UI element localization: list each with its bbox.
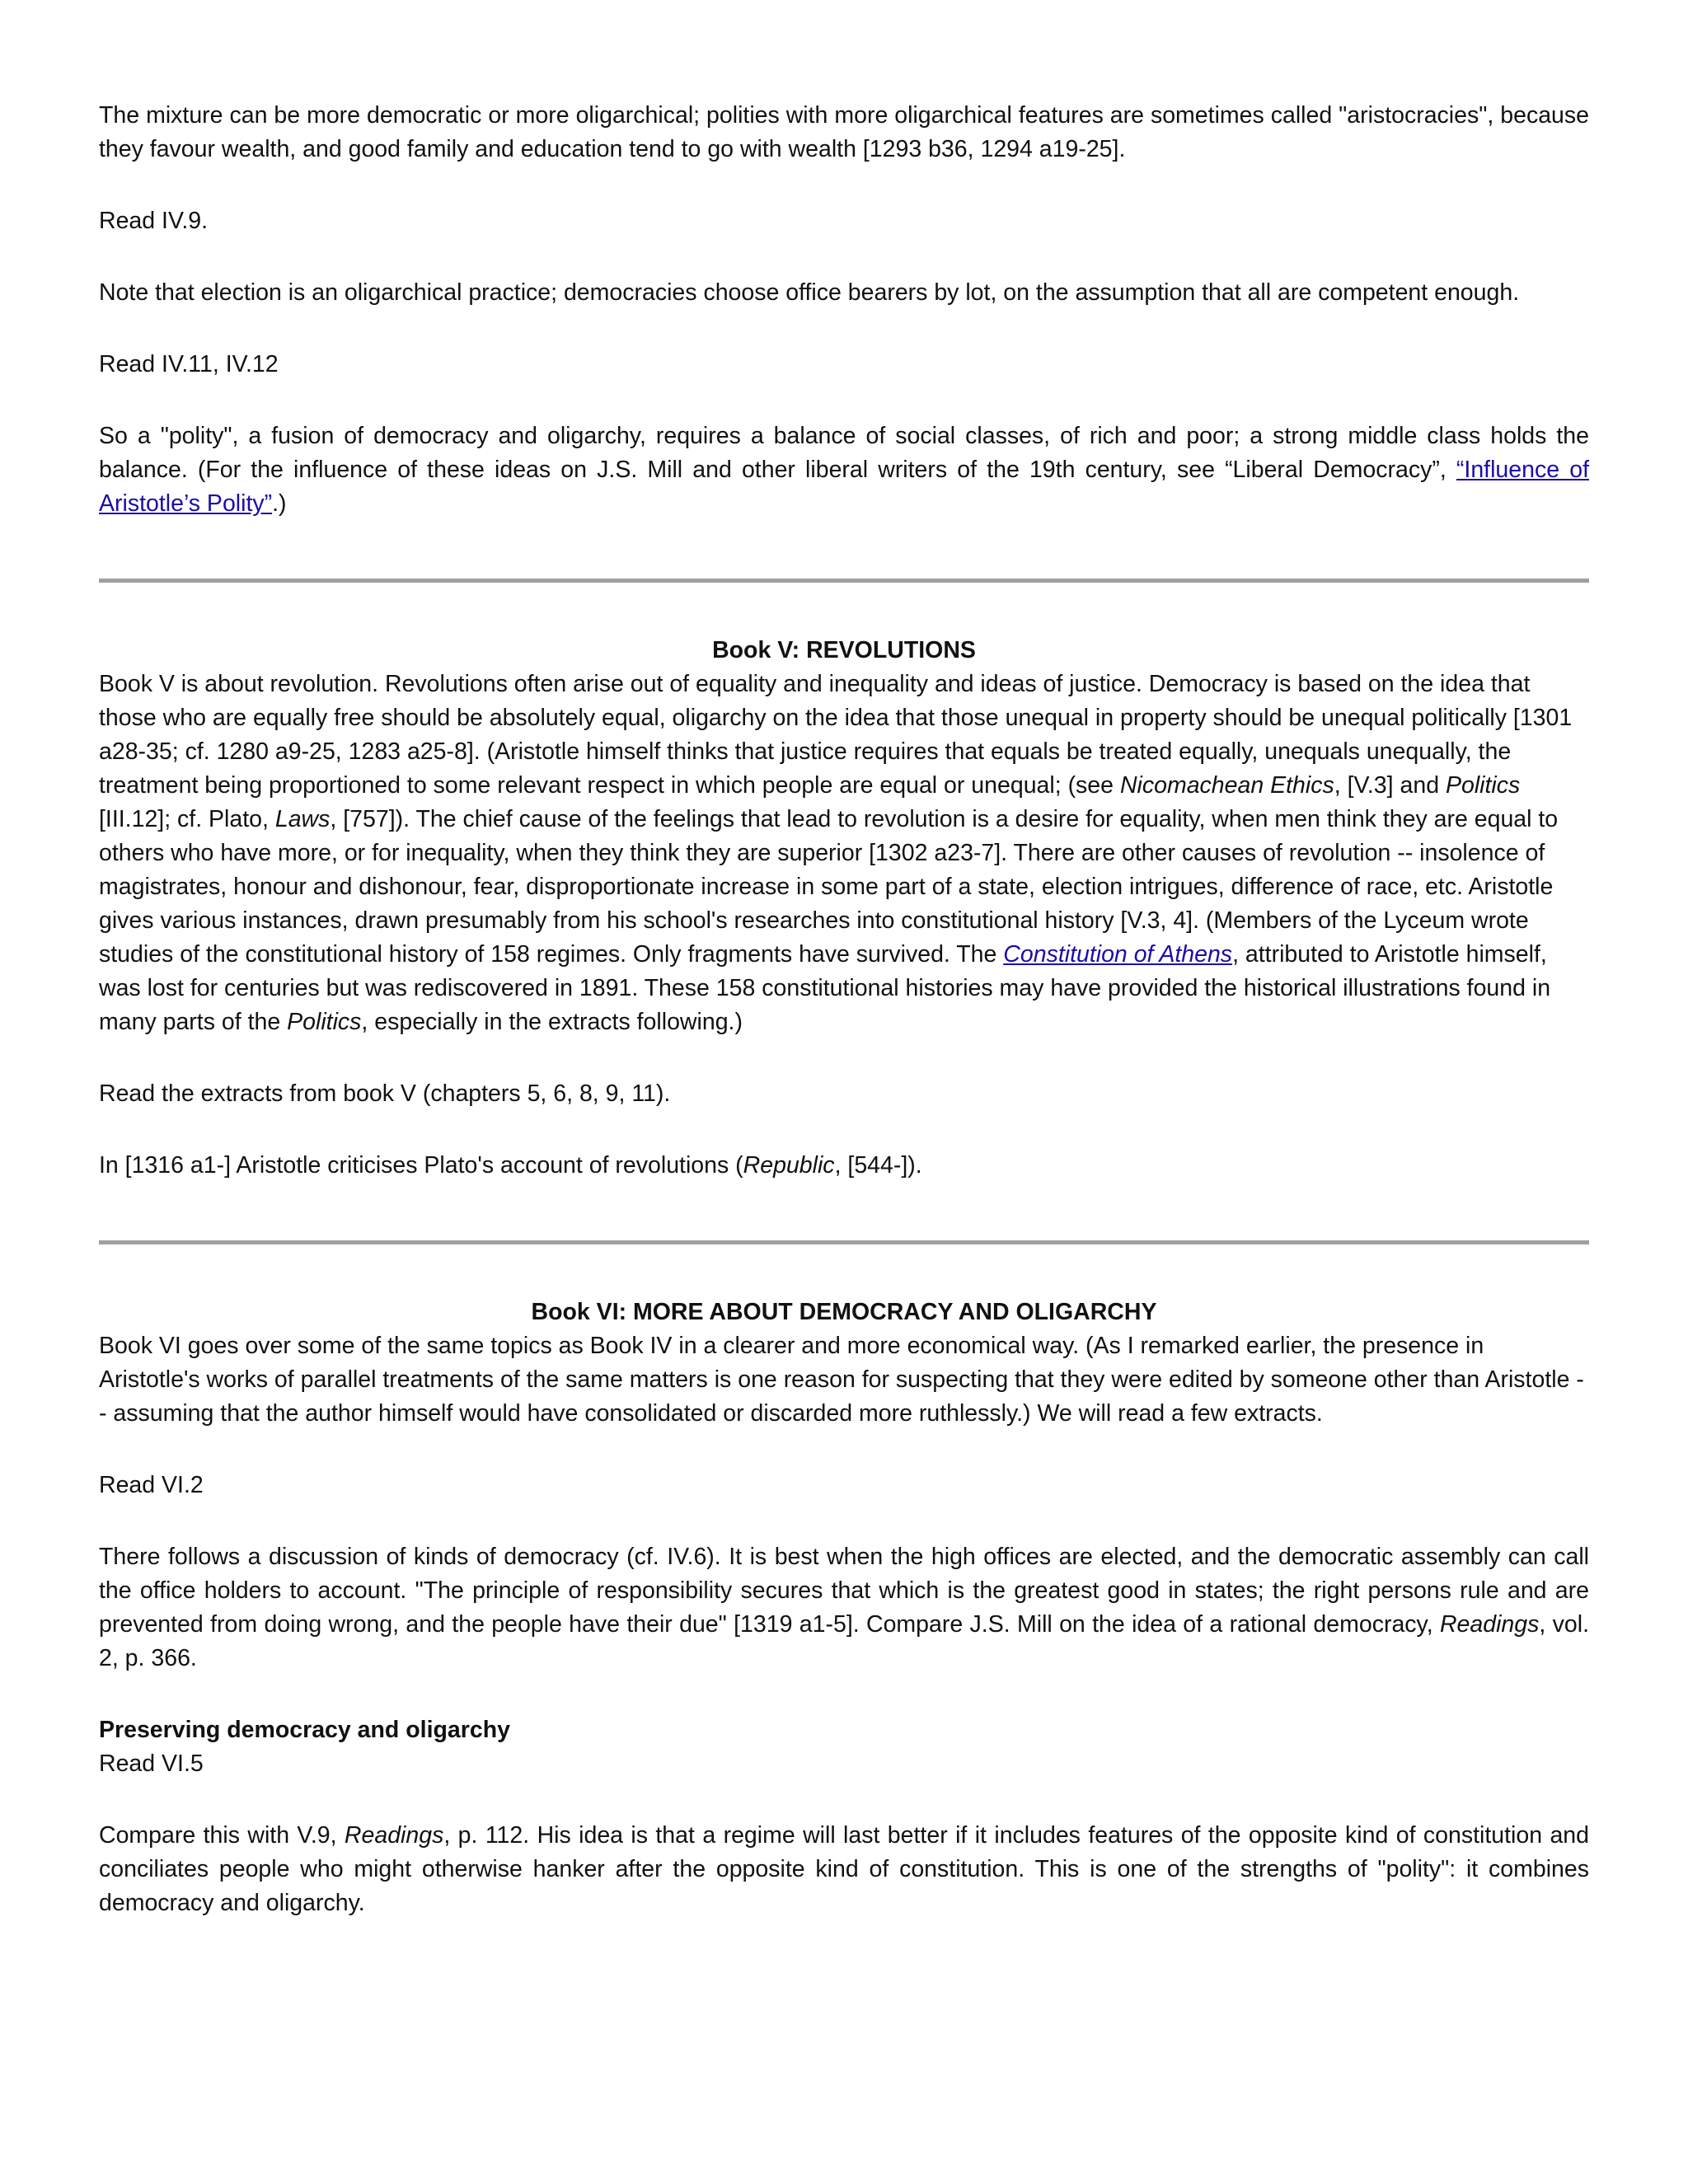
section-divider-1	[99, 579, 1589, 583]
polity-text: So a "polity", a fusion of democracy and oligarchy, requires a balance of social classes, of rich and poor; a strong middle class holds the balance. (For the influence of these ideas on J.S. Mill and other liberal writers of the 19th century, see “Liberal Democracy”,	[99, 423, 1589, 483]
paragraph-book6-intro: Book VI goes over some of the same topics as Book IV in a clearer and more economical way. (As I remarked earlier, the presence in Aristotle's works of parallel treatments of the same matters is one reason for suspecting that they were edited by someone other than Aristotle -- assuming that the author himself would have consolidated or discarded more ruthlessly.) We will read a few extracts.	[99, 1333, 1584, 1427]
republic-title: Republic	[743, 1152, 835, 1179]
document-content	[99, 99, 1589, 1920]
revolutions-text-6: , especially in the extracts following.)	[361, 1009, 743, 1035]
paragraph-revolutions	[99, 668, 1589, 1039]
paragraph-read-vi5: Read VI.5	[99, 1750, 204, 1777]
revolutions-text-1: Book V is about revolution. Revolutions often arise out of equality and inequality and ideas of justice. Democracy is based on the idea that those who are equally free should be absolutely equal, oligarchy on the idea that those unequal in property should be unequal politically [1301 a28-35; cf. 1280 a9-25, 1283 a25-8]. (Aristotle himself thinks that justice requires that equals be treated equally, unequals unequally, the treatment being proportioned to some relevant respect in which people are equal or unequal; (see	[99, 671, 1573, 799]
laws-title: Laws	[274, 806, 331, 832]
paragraph-kinds-of-democracy	[99, 1540, 1589, 1675]
paragraph-read-iv9: Read IV.9.	[99, 208, 209, 234]
compare-text-2: , p. 112. His idea is that a regime will last better if it includes features of the opposite kind of constitution and conciliates people who might otherwise hanker after the opposite kind of constitution. This is one of the strengths of "polity": it combines democracy and oligarchy.	[99, 1822, 1589, 1916]
critique-text-1: In [1316 a1-] Aristotle criticises Plato's account of revolutions (	[99, 1152, 743, 1179]
paragraph-plato-critique	[99, 1149, 1589, 1183]
paragraph-read-iv11-iv12: Read IV.11, IV.12	[99, 351, 279, 377]
polity-tail: .)	[272, 490, 287, 517]
book5-heading: Book V: REVOLUTIONS	[712, 637, 976, 663]
book6-heading: Book VI: MORE ABOUT DEMOCRACY AND OLIGARCHY	[531, 1299, 1157, 1325]
readings-title-2: Readings	[344, 1822, 444, 1849]
paragraph-read-vi2: Read VI.2	[99, 1472, 204, 1498]
paragraph-compare-v9	[99, 1819, 1589, 1920]
paragraph-read-book-v: Read the extracts from book V (chapters 5, 6, 8, 9, 11).	[99, 1080, 671, 1107]
revolutions-text-3: [III.12]; cf. Plato,	[99, 806, 275, 832]
preserving-subheading: Preserving democracy and oligarchy	[99, 1717, 510, 1743]
section-divider-2	[99, 1240, 1589, 1244]
revolutions-text-2: , [V.3] and	[1334, 772, 1446, 799]
politics-title-2: Politics	[287, 1009, 362, 1035]
politics-title: Politics	[1445, 772, 1521, 799]
constitution-of-athens-link[interactable]: Constitution of Athens	[1003, 941, 1233, 968]
paragraph-polity	[99, 419, 1589, 521]
readings-title: Readings	[1439, 1611, 1540, 1638]
kinds-text-2: , vol. 2, p. 366.	[99, 1611, 1589, 1671]
kinds-text-1: There follows a discussion of kinds of democracy (cf. IV.6). It is best when the high offices are elected, and the democratic assembly can call the office holders to account. "The principle of responsibility secures that which is the greatest good in states; the right persons rule and are prevented from doing wrong, and the people have their due" [1319 a1-5]. Compare J.S. Mill on the idea of a rational democracy,	[99, 1544, 1589, 1638]
revolutions-text-5: , attributed to Aristotle himself, was lost for centuries but was rediscovered in 1891. These 158 constitutional histories may have provided the historical illustrations found in many parts of the	[99, 941, 1551, 1035]
nicomachean-ethics-title: Nicomachean Ethics	[1119, 772, 1334, 799]
influence-polity-link[interactable]: “Influence of Aristotle’s Polity”	[99, 457, 1589, 517]
paragraph-election-note: Note that election is an oligarchical practice; democracies choose office bearers by lot, on the assumption that all are competent enough.	[99, 279, 1520, 306]
paragraph-mixture: The mixture can be more democratic or more oligarchical; polities with more oligarchical features are sometimes called "aristocracies", because they favour wealth, and good family and education tend to go with wealth [1293 b36, 1294 a19-25].	[99, 102, 1589, 162]
critique-text-2: , [544-]).	[834, 1152, 922, 1179]
revolutions-text-4: , [757]). The chief cause of the feelings that lead to revolution is a desire for equality, when men think they are equal to others who have more, or for inequality, when they think they are superior [1302 a23-7]. There are other causes of revolution -- insolence of magistrates, honour and dishonour, fear, disproportionate increase in some part of a state, election intrigues, difference of race, etc. Aristotle gives various instances, drawn presumably from his school's researches into constitutional history [V.3, 4]. (Members of the Lyceum wrote studies of the constitutional history of 158 regimes. Only fragments have survived. The	[99, 806, 1559, 968]
compare-text-1: Compare this with V.9,	[99, 1822, 345, 1849]
